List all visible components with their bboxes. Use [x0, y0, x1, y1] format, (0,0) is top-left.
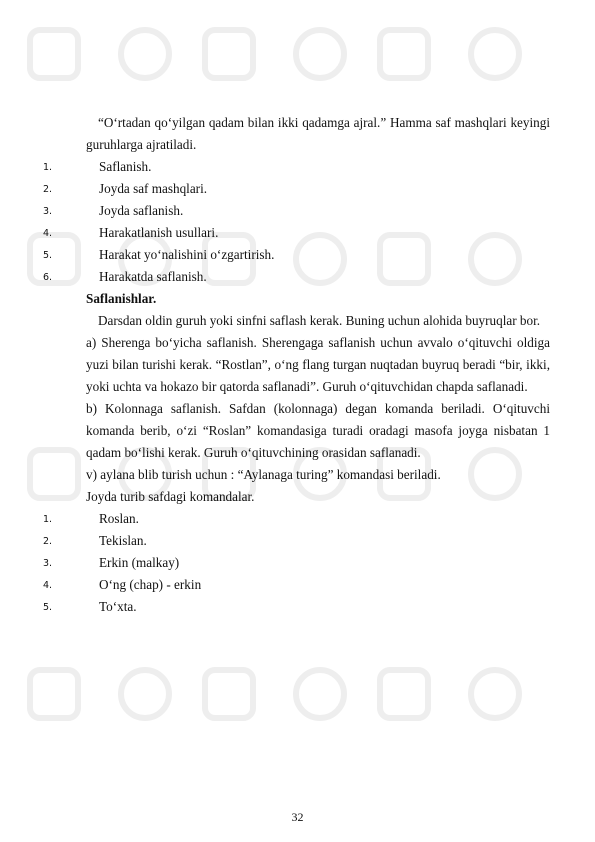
- list-text: Harakat yo‘nalishini o‘zgartirish.: [99, 247, 275, 262]
- list-item: [43, 156, 550, 178]
- page-body: [43, 112, 550, 618]
- list-number: 4.: [43, 228, 53, 239]
- list-number: 2.: [43, 536, 53, 547]
- list-number: 1.: [43, 162, 53, 173]
- list-item: [43, 574, 550, 596]
- list-number: 3.: [43, 558, 53, 569]
- list-number: 2.: [43, 184, 53, 195]
- list-text: Erkin (malkay): [99, 555, 180, 570]
- list-text: Roslan.: [99, 511, 139, 526]
- list-number: 5.: [43, 250, 53, 261]
- item-b-paragraph: b) Kolonnaga saflanish. Safdan (kolonnaga) degan komanda beriladi. O‘qituvchi komanda berib, o‘zi “Roslan” komandasiga turadi oradagi masofa joyga nisbatan 1 qadam bo‘lishi kerak. Guruh o‘qituvchining orasidan saflanadi.: [86, 401, 550, 460]
- section-heading: Saflanishlar.: [86, 291, 157, 306]
- list-item: [43, 200, 550, 222]
- list-item: [43, 552, 550, 574]
- list-item: [43, 244, 550, 266]
- list-item: [43, 508, 550, 530]
- commands-heading: Joyda turib safdagi komandalar.: [86, 489, 255, 504]
- list-text: Tekislan.: [99, 533, 147, 548]
- page-number: 32: [291, 810, 304, 824]
- list-text: To‘xta.: [99, 599, 137, 614]
- list-item: [43, 596, 550, 618]
- list-text: Joyda saf mashqlari.: [99, 181, 208, 196]
- topic-list: [43, 156, 550, 288]
- list-item: [43, 266, 550, 288]
- list-number: 1.: [43, 514, 53, 525]
- item-a-paragraph: a) Sherenga bo‘yicha saflanish. Sherengaga saflanish uchun avvalo o‘qituvchi oldiga yuzi bilan turishi kerak. “Rostlan”, o‘ng flang turgan nuqtadan buyruq beradi “bir, ikki, yoki uchta va hokazo bir qatorda saflanadi”. Guruh o‘qituvchidan chapda saflanadi.: [86, 335, 550, 394]
- item-v-paragraph: v) aylana blib turish uchun : “Aylanaga turing” komandasi beriladi.: [86, 467, 441, 482]
- list-text: Harakatlanish usullari.: [99, 225, 219, 240]
- list-item: [43, 178, 550, 200]
- list-text: Joyda saflanish.: [99, 203, 184, 218]
- list-number: 5.: [43, 602, 53, 613]
- list-text: O‘ng (chap) - erkin: [99, 577, 202, 592]
- list-item: [43, 530, 550, 552]
- list-text: Harakatda saflanish.: [99, 269, 207, 284]
- section-intro-paragraph: Darsdan oldin guruh yoki sinfni saflash kerak. Buning uchun alohida buyruqlar bor.: [98, 313, 541, 328]
- list-item: [43, 222, 550, 244]
- list-number: 3.: [43, 206, 53, 217]
- list-number: 6.: [43, 272, 53, 283]
- list-number: 4.: [43, 580, 53, 591]
- intro-paragraph: “O‘rtadan qo‘yilgan qadam bilan ikki qadamga ajral.” Hamma saf mashqlari keyingi guruhlarga ajratiladi.: [86, 115, 550, 152]
- list-text: Saflanish.: [99, 159, 152, 174]
- commands-list: [43, 508, 550, 618]
